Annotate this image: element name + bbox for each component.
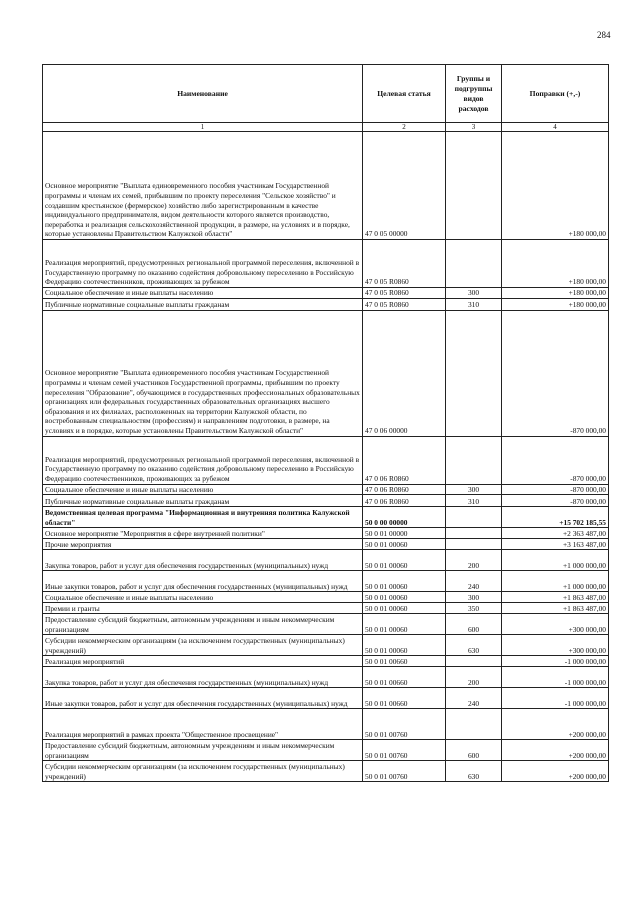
- table-row: [43, 603, 609, 614]
- row-expense-group: 600: [446, 614, 502, 635]
- table-row: [43, 709, 609, 740]
- row-expense-group: [446, 656, 502, 667]
- row-expense-group: 600: [446, 740, 502, 761]
- column-number: 3: [446, 123, 502, 132]
- page-number: 284: [597, 30, 611, 40]
- row-name: Реализация мероприятий в рамках проекта "Общественное просвещение": [43, 709, 363, 740]
- row-expense-group: [446, 310, 502, 436]
- table-row: [43, 592, 609, 603]
- row-expense-group: 300: [446, 592, 502, 603]
- table-row: [43, 614, 609, 635]
- row-amendment: +1 863 487,00: [502, 603, 609, 614]
- table-row: [43, 667, 609, 688]
- row-amendment: -1 000 000,00: [502, 656, 609, 667]
- row-name: Основное мероприятие "Выплата единовременного пособия участникам Государственной программы и членам их семей, прибывшим по проекту переселения "Сельское хозяйство" и создавшим крестьянское (фермерское) хозяйство либо зарегистрированным в качестве индивидуального предпринимателя, видом деятельности которого является производство, переработка и реализация сельскохозяйственной продукции, в размере, на условиях и в порядке, которые установлены Правительством Калужской области": [43, 132, 363, 240]
- row-expense-group: 240: [446, 688, 502, 709]
- row-amendment: +200 000,00: [502, 740, 609, 761]
- table-row: [43, 571, 609, 592]
- row-expense-group: 310: [446, 298, 502, 310]
- row-expense-group: [446, 539, 502, 550]
- row-target-article: 50 0 01 00060: [363, 571, 446, 592]
- row-name: Реализация мероприятий, предусмотренных региональной программой переселения, включенной в Государственную программу по оказанию содействия добровольному переселению в Российскую Федерацию соотечественников, проживающих за рубежом: [43, 240, 363, 288]
- row-target-article: 50 0 01 00060: [363, 614, 446, 635]
- row-target-article: 50 0 01 00060: [363, 603, 446, 614]
- column-number: 4: [502, 123, 609, 132]
- table-row: [43, 688, 609, 709]
- table-row: [43, 132, 609, 240]
- row-amendment: +1 000 000,00: [502, 571, 609, 592]
- row-name: Социальное обеспечение и иные выплаты населению: [43, 592, 363, 603]
- row-expense-group: [446, 132, 502, 240]
- table-row: [43, 495, 609, 507]
- row-expense-group: 630: [446, 761, 502, 782]
- header-target-article: Целевая статья: [363, 65, 446, 123]
- row-amendment: +1 000 000,00: [502, 550, 609, 571]
- table-body: [43, 132, 609, 782]
- row-target-article: 47 0 05 00000: [363, 132, 446, 240]
- row-amendment: +3 163 487,00: [502, 539, 609, 550]
- row-expense-group: 630: [446, 635, 502, 656]
- row-name: Основное мероприятие "Выплата единовременного пособия участникам Государственной программы и членам семей участников Государственной программы, прибывшим по проекту переселения "Образование", обучающимся в государственных профессиональных образовательных организациях или федеральных государственных образовательных организациях высшего образования и их филиалах, расположенных на территории Калужской области, по востребованным специальностям (профессиям) и направлениям подготовки, в размере, на условиях и в порядке, которые установлены Правительством Калужской области": [43, 310, 363, 436]
- row-amendment: +300 000,00: [502, 614, 609, 635]
- row-expense-group: [446, 528, 502, 539]
- row-target-article: 47 0 06 00000: [363, 310, 446, 436]
- row-expense-group: [446, 240, 502, 288]
- row-expense-group: 300: [446, 484, 502, 495]
- table-row: [43, 288, 609, 299]
- row-amendment: -1 000 000,00: [502, 667, 609, 688]
- row-target-article: 50 0 00 00000: [363, 507, 446, 528]
- table-row: [43, 310, 609, 436]
- table-row: [43, 635, 609, 656]
- row-amendment: -870 000,00: [502, 484, 609, 495]
- row-target-article: 50 0 01 00760: [363, 761, 446, 782]
- row-amendment: -870 000,00: [502, 495, 609, 507]
- row-target-article: 47 0 05 R0860: [363, 240, 446, 288]
- row-name: Социальное обеспечение и иные выплаты населению: [43, 484, 363, 495]
- row-target-article: 50 0 01 00760: [363, 740, 446, 761]
- table-row: [43, 656, 609, 667]
- column-number: 2: [363, 123, 446, 132]
- row-target-article: 47 0 06 R0860: [363, 436, 446, 484]
- row-name: Основное мероприятие "Мероприятия в сфере внутренней политики": [43, 528, 363, 539]
- row-expense-group: 240: [446, 571, 502, 592]
- row-amendment: +180 000,00: [502, 132, 609, 240]
- row-name: Закупка товаров, работ и услуг для обеспечения государственных (муниципальных) нужд: [43, 550, 363, 571]
- row-target-article: 50 0 01 00060: [363, 550, 446, 571]
- row-target-article: 50 0 01 00660: [363, 688, 446, 709]
- row-amendment: +180 000,00: [502, 298, 609, 310]
- row-name: Субсидии некоммерческим организациям (за исключением государственных (муниципальных) учреждений): [43, 761, 363, 782]
- row-expense-group: 200: [446, 667, 502, 688]
- row-name: Иные закупки товаров, работ и услуг для обеспечения государственных (муниципальных) нужд: [43, 688, 363, 709]
- row-target-article: 50 0 01 00060: [363, 539, 446, 550]
- row-amendment: +180 000,00: [502, 240, 609, 288]
- row-target-article: 50 0 01 00760: [363, 709, 446, 740]
- row-name: Публичные нормативные социальные выплаты гражданам: [43, 298, 363, 310]
- row-amendment: -870 000,00: [502, 436, 609, 484]
- header-amendments: Поправки (+,-): [502, 65, 609, 123]
- row-amendment: +1 863 487,00: [502, 592, 609, 603]
- header-name: Наименование: [43, 65, 363, 123]
- row-expense-group: 310: [446, 495, 502, 507]
- row-expense-group: [446, 436, 502, 484]
- row-target-article: 50 0 01 00060: [363, 592, 446, 603]
- row-amendment: +180 000,00: [502, 288, 609, 299]
- row-name: Субсидии некоммерческим организациям (за исключением государственных (муниципальных) учреждений): [43, 635, 363, 656]
- row-target-article: 50 0 01 00000: [363, 528, 446, 539]
- row-name: Публичные нормативные социальные выплаты гражданам: [43, 495, 363, 507]
- row-amendment: -870 000,00: [502, 310, 609, 436]
- row-amendment: +2 363 487,00: [502, 528, 609, 539]
- row-name: Социальное обеспечение и иные выплаты населению: [43, 288, 363, 299]
- row-name: Прочие мероприятия: [43, 539, 363, 550]
- row-amendment: +300 000,00: [502, 635, 609, 656]
- row-name: Предоставление субсидий бюджетным, автономным учреждениям и иным некоммерческим организациям: [43, 740, 363, 761]
- table-row: [43, 436, 609, 484]
- row-expense-group: 300: [446, 288, 502, 299]
- row-expense-group: [446, 709, 502, 740]
- table-row: [43, 761, 609, 782]
- table-row: [43, 740, 609, 761]
- row-name: Реализация мероприятий, предусмотренных региональной программой переселения, включенной в Государственную программу по оказанию содействия добровольному переселению в Российскую Федерацию соотечественников, проживающих за рубежом: [43, 436, 363, 484]
- row-name: Закупка товаров, работ и услуг для обеспечения государственных (муниципальных) нужд: [43, 667, 363, 688]
- row-target-article: 47 0 05 R0860: [363, 298, 446, 310]
- table-row: [43, 240, 609, 288]
- row-expense-group: 350: [446, 603, 502, 614]
- row-target-article: 47 0 06 R0860: [363, 495, 446, 507]
- row-target-article: 50 0 01 00060: [363, 635, 446, 656]
- row-name: Ведомственная целевая программа "Информационная и внутренняя политика Калужской области": [43, 507, 363, 528]
- row-target-article: 47 0 05 R0860: [363, 288, 446, 299]
- row-amendment: +200 000,00: [502, 761, 609, 782]
- row-amendment: +200 000,00: [502, 709, 609, 740]
- row-target-article: 50 0 01 00660: [363, 656, 446, 667]
- table-row: [43, 550, 609, 571]
- row-name: Предоставление субсидий бюджетным, автономным учреждениям и иным некоммерческим организациям: [43, 614, 363, 635]
- table-row: [43, 528, 609, 539]
- row-name: Реализация мероприятий: [43, 656, 363, 667]
- budget-amendments-table: [42, 64, 609, 782]
- header-expense-groups: Группы и подгруппы видов расходов: [446, 65, 502, 123]
- row-expense-group: [446, 507, 502, 528]
- row-name: Премии и гранты: [43, 603, 363, 614]
- row-amendment: +15 702 185,55: [502, 507, 609, 528]
- column-number: 1: [43, 123, 363, 132]
- table-row: [43, 539, 609, 550]
- row-target-article: 47 0 06 R0860: [363, 484, 446, 495]
- table-row: [43, 484, 609, 495]
- row-name: Иные закупки товаров, работ и услуг для обеспечения государственных (муниципальных) нужд: [43, 571, 363, 592]
- table-row: [43, 298, 609, 310]
- row-amendment: -1 000 000,00: [502, 688, 609, 709]
- row-target-article: 50 0 01 00660: [363, 667, 446, 688]
- row-expense-group: 200: [446, 550, 502, 571]
- table-row: [43, 507, 609, 528]
